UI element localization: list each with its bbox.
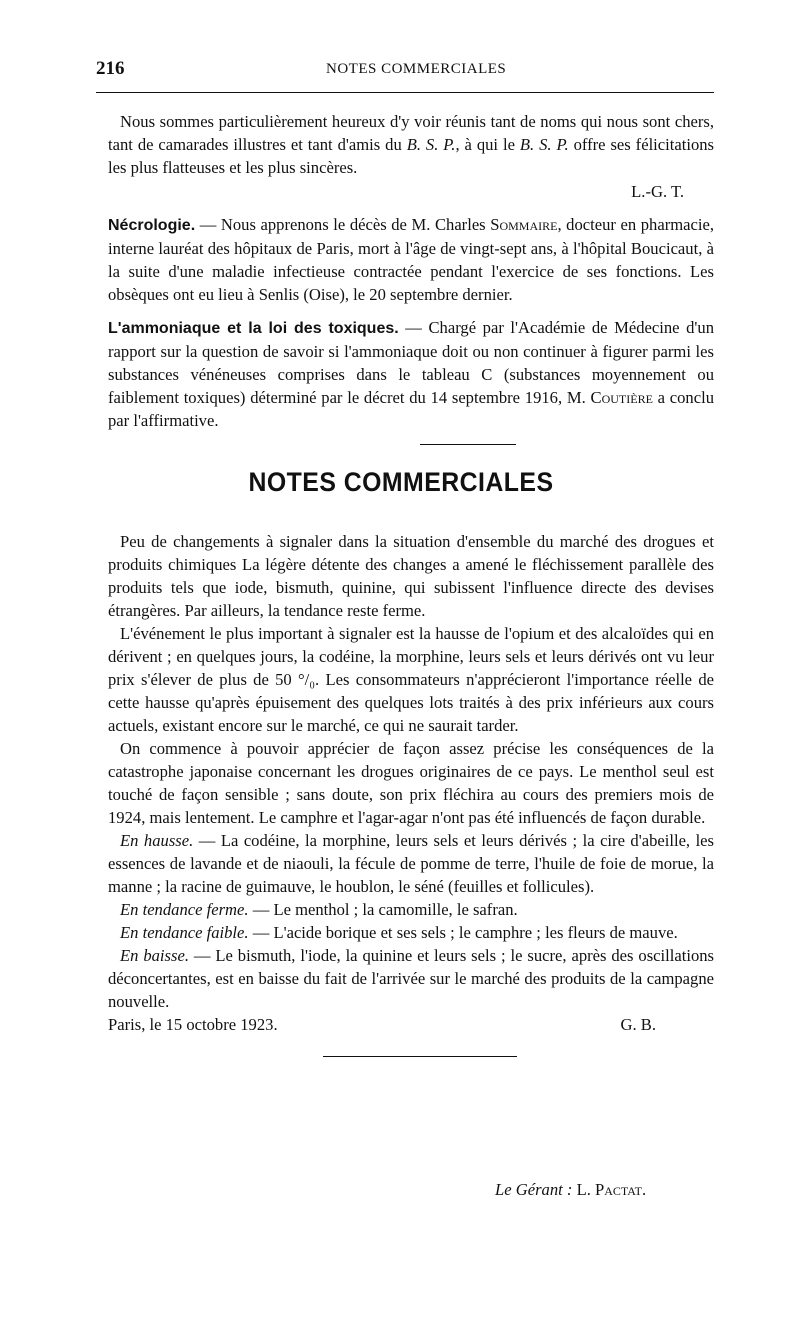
notes-paragraph-3: On commence à pouvoir apprécier de façon assez précise les conséquences de la catastrophe japonaise concernant les drogues originaires de ce pays. Le menthol seul est touché de façon sensible ; sans doute, son prix fléchira au cours des premiers mois de 1924, mais lentement. Le camphre et l'agar-agar n'ont pas été influencés de façon durable. <box>108 739 714 827</box>
hausse-text: — La codéine, la morphine, leurs sels et leurs dérivés ; la cire d'abeille, les essences de lavande et de niaouli, la fécule de pomme de terre, l'huile de foie de morue, la manne ; la racine de guimauve, le houblon, le séné (feuilles et follicules). <box>108 831 715 896</box>
section-divider <box>420 444 516 445</box>
ammoniaque-name: Coutière <box>590 388 653 407</box>
ammoniaque-text-2: a conclu par l'affirmative. <box>108 388 714 430</box>
gerant-label: Le Gérant : <box>495 1180 573 1199</box>
necrologie-text-1: — Nous apprenons le décès de M. Charles <box>195 215 491 234</box>
gerant-initial: L. <box>572 1180 596 1199</box>
page-body <box>108 110 714 1057</box>
page-header <box>96 58 716 88</box>
intro-text-2: , à qui le <box>455 135 520 154</box>
necrologie-lead: Nécrologie. <box>108 217 196 234</box>
notes-paragraph-1: Peu de changements à signaler dans la situation d'ensemble du marché des drogues et produits chimiques La légère détente des changes a amené le fléchissement parallèle des produits tels que iode, bismuth, quinine, qui subissent l'influence directe des devises étrangères. Par ailleurs, la tendance reste ferme. <box>108 532 714 620</box>
faible-paragraph <box>108 921 714 944</box>
gerant-name: Pactat. <box>595 1180 647 1199</box>
intro-text-1: Nous sommes particulièrement heureux d'y voir réunis tant de noms qui nous sont chers, tant de camarades illustres et tant d'amis du <box>108 112 714 154</box>
section-title: NOTES COMMERCIALES <box>248 467 554 497</box>
ammoniaque-lead: L'ammoniaque et la loi des toxiques. <box>108 320 399 337</box>
baisse-label: En baisse. <box>120 946 189 965</box>
notes-paragraph-2: L'événement le plus important à signaler est la hausse de l'opium et des alcaloïdes qui en dérivent ; en quelques jours, la codéine, la morphine, leurs sels et leurs dérivés ont vu leur prix s'élever de plus de 50 °/₀. Les consommateurs n'apprécieront l'importance réelle de cette hausse qu'après épuisement des quelques lots traités à des prix inférieurs aux cours actuels, existant encore sur le marché, ce qui ne saurait tarder. <box>108 624 714 735</box>
hausse-label: En hausse. <box>120 831 194 850</box>
intro-text-3: offre ses félicitations les plus flatteuses et les plus sincères. <box>108 135 715 177</box>
dateline <box>108 1013 714 1036</box>
bsp-abbrev-2: B. S. P. <box>519 135 569 154</box>
intro-paragraph <box>108 110 714 179</box>
ammoniaque-text-1: — Chargé par l'Académie de Médecine d'un rapport sur la question de savoir si l'ammoniaque doit ou non continuer à figurer parmi les substances vénéneuses comprises dans le tableau C (substances moyennement ou faiblement toxiques) déterminé par le décret du 14 septembre 1916, M. <box>108 318 714 407</box>
ferme-label: En tendance ferme. <box>120 900 249 919</box>
necrologie-paragraph <box>108 213 714 306</box>
ammoniaque-paragraph <box>108 316 714 432</box>
header-rule <box>96 92 714 93</box>
end-rule <box>323 1056 517 1057</box>
hausse-paragraph <box>108 829 714 898</box>
baisse-text: — Le bismuth, l'iode, la quinine et leurs sels ; le sucre, après des oscillations déconcertantes, est en baisse du fait de l'arrivée sur le marché des produits de la campagne nouvelle. <box>108 946 714 1011</box>
author-initials: G. B. <box>620 1015 656 1034</box>
page-number: 216 <box>96 58 125 79</box>
faible-label: En tendance faible. <box>120 923 249 942</box>
dateline-text: Paris, le 15 octobre 1923. <box>108 1015 278 1034</box>
bsp-abbrev-1: B. S. P. <box>406 135 456 154</box>
running-title: NOTES COMMERCIALES <box>326 61 507 77</box>
ferme-text: — Le menthol ; la camomille, le safran. <box>248 900 518 919</box>
gerant-signature <box>495 1180 646 1200</box>
ferme-paragraph <box>108 898 714 921</box>
faible-text: — L'acide borique et ses sels ; le camphre ; les fleurs de mauve. <box>248 923 678 942</box>
intro-signature: L.-G. T. <box>631 182 684 201</box>
necrologie-text-2: , docteur en pharmacie, interne lauréat des hôpitaux de Paris, mort à l'âge de vingt-sept ans, à l'hôpital Boucicaut, à la suite d'une maladie infectieuse contractée pendant l'exercice de ses fonctions. Les obsèques ont eu lieu à Senlis (Oise), le 20 septembre dernier. <box>108 215 714 304</box>
baisse-paragraph <box>108 944 714 1013</box>
necrologie-name: Sommaire <box>490 215 558 234</box>
